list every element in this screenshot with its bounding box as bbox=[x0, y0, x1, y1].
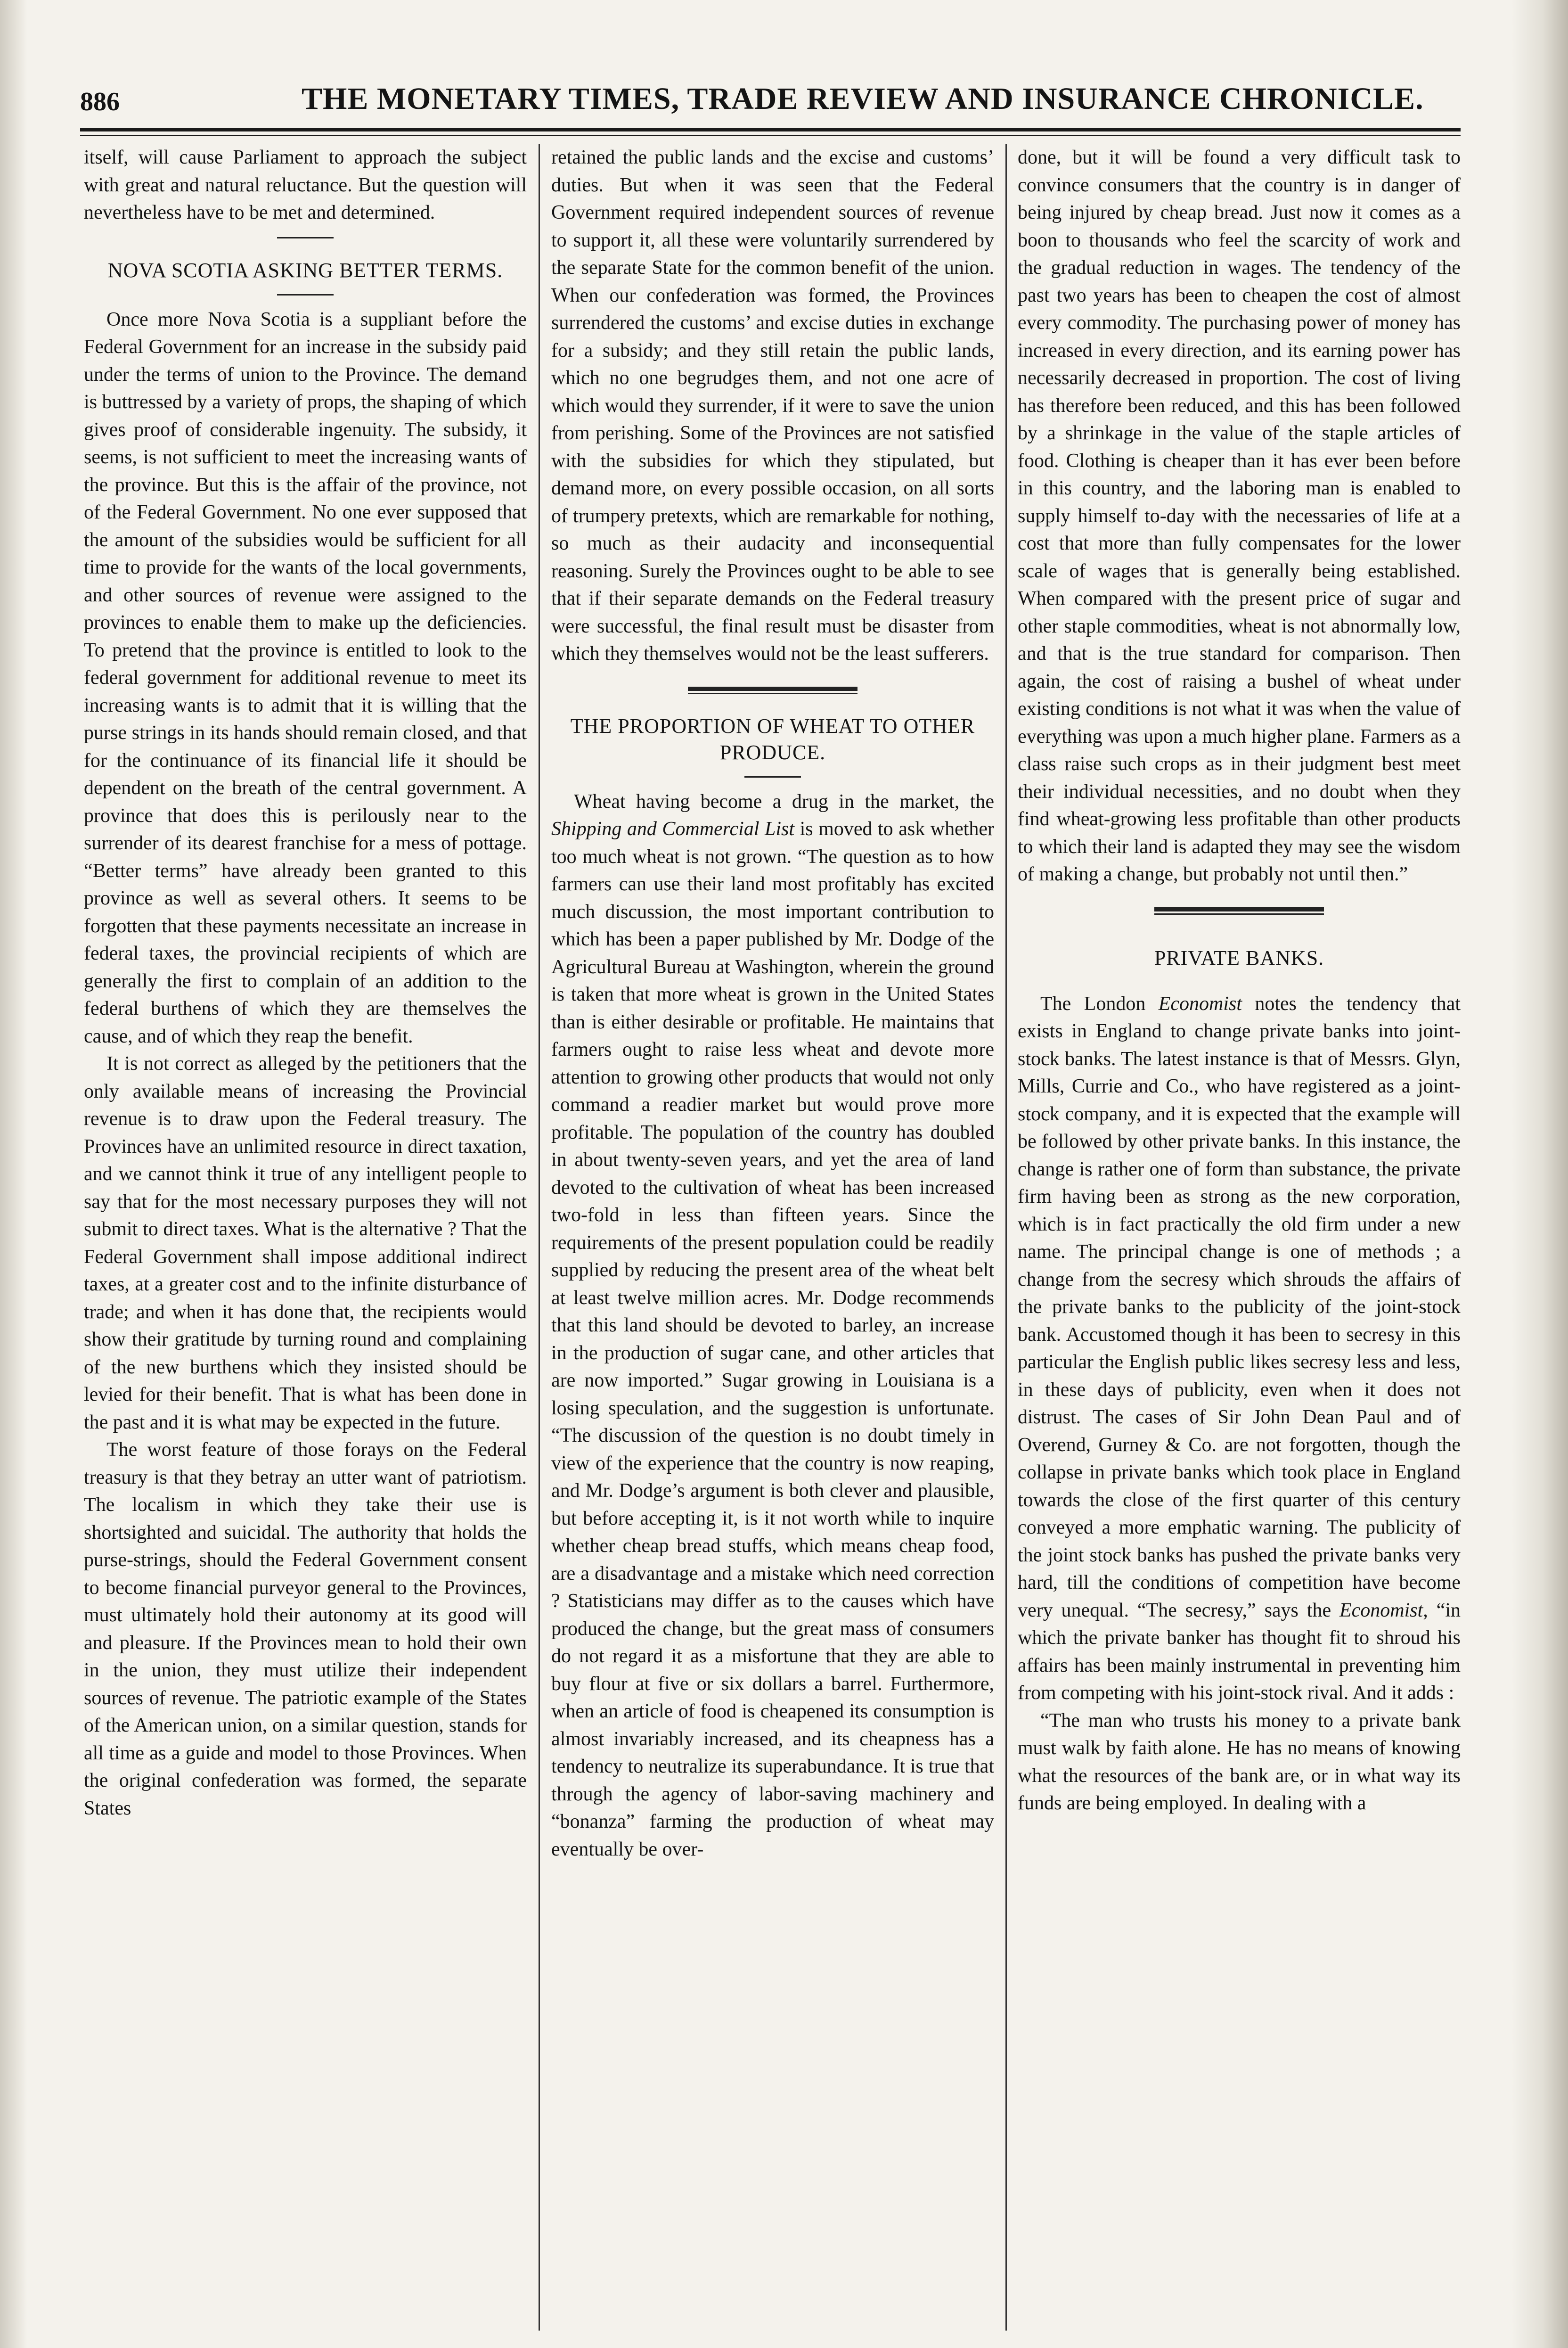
text-run: notes the tendency that exists in England to change private banks into joint-stock banks. The latest instance is that of Messrs. Glyn, Mills, Currie and Co., who have registered as a joint-stock company, and it is expected that the example will be followed by other private banks. In this instance, the change is rather one of form than substance, the private firm having been as strong as the new corporation, which is in fact practically the old firm under a new name. The principal change is one of methods ; a change from the secresy which shrouds the affairs of the private banks to the publicity of the joint-stock bank. Accustomed though it has been to secresy in this particular the English public likes secresy less and less, in these days of publicity, even when it does not distrust. The cases of Sir John Dean Paul and of Overend, Gurney & Co. are not forgotten, though the collapse in private banks which took place in England towards the close of the first quarter of this century conveyed a more emphatic warning. The publicity of the joint stock banks has pushed the private banks very hard, till the conditions of competition have become very unequal. “The secresy,” says the bbox=[1018, 993, 1461, 1621]
text-run: Wheat having become a drug in the market, the bbox=[574, 790, 994, 813]
section-rule bbox=[1154, 907, 1324, 915]
article-paragraph: It is not correct as alleged by the petitioners that the only available means of increasing the Provincial revenue is to draw upon the Federal treasury. The Provinces have an unlimited resource in direct taxation, and we cannot think it true of any intelligent people to say that for the most necessary purposes they will not submit to direct taxes. What is the alternative ? That the Federal Government shall impose additional indirect taxes, at a greater cost and to the infinite disturbance of trade; and when it has done that, the recipients would show their gratitude by turning round and complaining of the new burthens which they insisted should be levied for their benefit. That is what has been done in the past and it is what may be expected in the future. bbox=[84, 1053, 527, 1433]
page-header bbox=[80, 70, 1461, 126]
article-paragraph bbox=[551, 788, 994, 1864]
article-paragraph: Once more Nova Scotia is a suppliant before the Federal Government for an increase in the subsidy paid under the terms of union to the Province. The demand is buttressed by a variety of props, the shaping of which gives proof of considerable ingenuity. The subsidy, it seems, is not sufficient to meet the increasing wants of the province. But this is the affair of the province, not of the Federal Government. No one ever supposed that the amount of the subsidies would be sufficient for all time to provide for the wants of the local governments, and other sources of revenue were assigned to the provinces to enable them to make up the deficiencies. To pretend that the province is entitled to look to the federal government for additional revenue to meet its increasing wants is to admit that it is willing that the purse strings in its hands should remain closed, and that for the continuance of its financial life it should be dependent on the breath of the central government. A province that does this is perilously near to the surrender of its dearest franchise for a mess of pottage. “Better terms” have already been granted to this province as well as several others. It seems to be forgotten that these payments necessitate an increase in federal taxes, the provincial recipients of which are generally the first to complain of an addition to the federal burthens of which they are themselves the cause, and of which they reap the benefit. bbox=[84, 308, 527, 1047]
article-title: PRIVATE BANKS. bbox=[1154, 946, 1324, 969]
article-continuation: retained the public lands and the excise and customs’ duties. But when it was seen that the Federal Government required independent sources of revenue to support it, all these were voluntarily surrendered by the separate State for the common benefit of the union. When our confederation was formed, the Provinces surrendered the customs’ and excise duties in exchange for a subsidy; and they still retain the public lands, which no one begrudges them, and not one acre of which would they surrender, if it were to save the union from perishing. Some of the Provinces are not satisfied with the subsidies for which they stipulated, but demand more, on every possible occasion, on all sorts of trumpery pretexts, which are remarkable for nothing, so much as their audacity and inconsequential reasoning. Surely the Provinces ought to be able to see that if their separate demands on the Federal treasury were successful, the final result must be disaster from which they themselves would not be the least sufferers. bbox=[551, 147, 994, 665]
column-divider bbox=[539, 144, 540, 2331]
article-continuation: done, but it will be found a very difficult task to convince consumers that the country is in danger of being injured by cheap bread. Just now it comes as a boon to thousands who feel the scarcity of work and the gradual reduction in wages. The tendency of the past two years has been to cheapen the cost of almost every commodity. The purchasing power of money has increased in every direction, and its earning power has necessarily decreased in proportion. The cost of living has therefore been reduced, and this has been followed by a shrinkage in the value of the staple articles of food. Clothing is cheaper than it has ever been before in this country, and the laboring man is enabled to supply himself to-day with the necessaries of life at a cost that more than fully compensates for the lower scale of wages that is generally being established. When compared with the present price of sugar and other staple commodities, wheat is not abnormally low, and that is the true standard for comparison. Then again, the cost of raising a bushel of wheat under existing conditions is not what it was when the value of everything was upon a much higher plane. Farmers as a class raise such crops as in their judgment best meet their individual necessities, and no doubt when they find wheat-growing less profitable than other products to which their land is adapted they may see the wisdom of making a change, but probably not until then.” bbox=[1018, 147, 1461, 885]
article-paragraph: The worst feature of those forays on the Federal treasury is that they betray an utter want of patriotism. The localism in which they take their use is shortsighted and suicidal. The authority that holds the purse-strings, should the Federal Government consent to become financial purveyor general to the Provinces, must ultimately hold their autonomy at its good will and pleasure. If the Provinces mean to hold their own in the union, they must utilize their independent sources of revenue. The patriotic example of the States of the American union, on a similar question, stands for all time as a guide and model to those Provinces. When the original confederation was formed, the separate States bbox=[84, 1439, 527, 1819]
column-divider bbox=[1005, 144, 1007, 2331]
masthead-title: THE MONETARY TIMES, TRADE REVIEW AND INSURANCE CHRONICLE. bbox=[302, 82, 1424, 116]
scan-edge-right bbox=[1511, 0, 1568, 2348]
article-paragraph bbox=[1018, 990, 1461, 1707]
header-rule-thick bbox=[80, 128, 1461, 131]
column-2 bbox=[551, 144, 994, 1863]
publication-name: Economist bbox=[1158, 993, 1242, 1015]
column-1 bbox=[84, 144, 527, 1822]
text-run: The London bbox=[1040, 993, 1159, 1015]
section-rule bbox=[688, 687, 858, 694]
publication-name: Shipping and Commercial List bbox=[551, 818, 795, 840]
text-run: is moved to ask whether too much wheat is not grown. “The question as to how farmers can use their land most profitably has excited much discussion, the most important contribution to which has been a paper published by Mr. Dodge of the Agricultural Bureau at Washington, wherein the ground is taken that more wheat is grown in the United States than is either desirable or profitable. He maintains that farmers ought to raise less wheat and devote more attention to growing other products that would not only command a readier market but would prove more profitable. The population of the country has doubled in about twenty-seven years, and yet the area of land devoted to the cultivation of wheat has been increased two-fold in less than fifteen years. Since the requirements of the present population could be readily supplied by reducing the present area of the wheat belt at least twelve million acres. Mr. Dodge recommends that this land should be devoted to barley, an increase in the production of sugar cane, and other articles that are now imported.” Sugar growing in Louisiana is a losing speculation, and the suggestion is unfortunate. “The discussion of the question is no doubt timely in view of the experience that the country is now reaping, and Mr. Dodge’s argument is both clever and plausible, but before accepting it, is it not worth while to inquire whether cheap bread stuffs, which means cheap food, are a disadvantage and a mistake which need correction ? Statisticians may differ as to the causes which have produced the change, but the great mass of consumers do not regard it as a misfortune that they are able to buy flour at five or six dollars a barrel. Furthermore, when an article of food is cheapened its consumption is almost invariably increased, and its cheapness has a tendency to neutralize its superabundance. It is true that through the agency of labor-saving machinery and “bonanza” farming the production of wheat may eventually be over- bbox=[551, 818, 995, 1860]
page-number: 886 bbox=[80, 87, 120, 116]
publication-name: Economist bbox=[1339, 1599, 1423, 1621]
article-title: NOVA SCOTIA ASKING BETTER TERMS. bbox=[107, 258, 503, 282]
scan-edge-left bbox=[0, 0, 27, 2348]
article-title: THE PROPORTION OF WHEAT TO OTHER PRODUCE. bbox=[570, 714, 975, 764]
column-3 bbox=[1018, 144, 1461, 1817]
header-rule-thin bbox=[80, 135, 1461, 136]
article-continuation: itself, will cause Parliament to approach the subject with great and natural reluctance. But the question will nevertheless have to be met and determined. bbox=[84, 147, 527, 223]
text-run: , “in which the private banker has thought fit to shroud his affairs has been mainly instrumental in preventing him from competing with his joint-stock rival. And it adds : bbox=[1018, 1599, 1461, 1704]
quoted-paragraph: “The man who trusts his money to a private bank must walk by faith alone. He has no means of knowing what the resources of the bank are, or in what way its funds are being employed. In dealing with a bbox=[1018, 1709, 1461, 1814]
